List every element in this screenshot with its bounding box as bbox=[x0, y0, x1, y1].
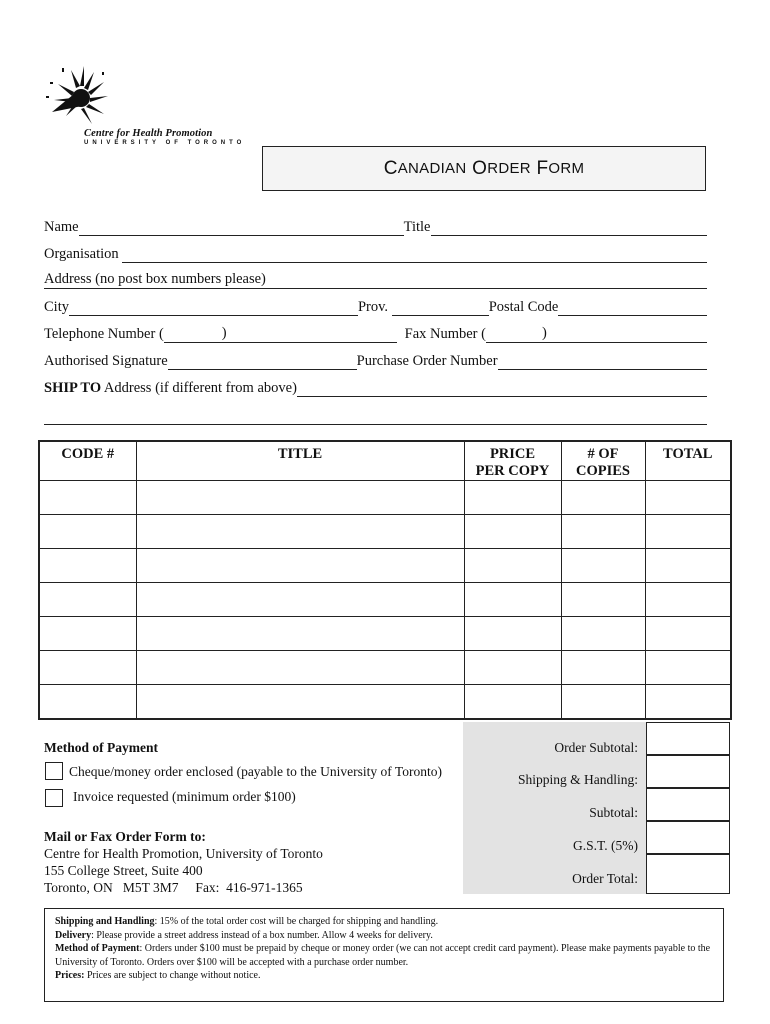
table-row bbox=[39, 549, 731, 583]
payment-method-title: Method of Payment bbox=[44, 740, 158, 755]
ship-to-row bbox=[44, 379, 707, 397]
address-field[interactable] bbox=[266, 274, 707, 289]
fax-field[interactable] bbox=[547, 328, 707, 343]
ship-to-rest: Address (if different from above) bbox=[101, 380, 297, 396]
po-field[interactable] bbox=[498, 355, 707, 370]
terms-notes bbox=[44, 908, 724, 1002]
signature-row bbox=[44, 352, 707, 370]
title-part: F bbox=[536, 157, 549, 179]
cell-code[interactable] bbox=[39, 651, 136, 685]
order-subtotal-label: Order Subtotal: bbox=[554, 740, 638, 755]
title-part: RDER bbox=[487, 160, 531, 177]
cell-copies[interactable] bbox=[561, 481, 645, 515]
cell-total[interactable] bbox=[645, 515, 731, 549]
fax-close: ) bbox=[541, 325, 547, 341]
cell-total[interactable] bbox=[645, 549, 731, 583]
subtotal-label: Subtotal: bbox=[589, 805, 638, 820]
cell-copies[interactable] bbox=[561, 651, 645, 685]
cheque-label: Cheque/money order enclosed (payable to the University of Toronto) bbox=[69, 764, 442, 779]
header-text: TOTAL bbox=[663, 446, 713, 462]
invoice-checkbox[interactable] bbox=[45, 789, 63, 807]
cell-title[interactable] bbox=[136, 515, 464, 549]
title-part: O bbox=[472, 157, 488, 179]
name-title-row bbox=[44, 218, 707, 236]
header-text: PRICE bbox=[489, 446, 536, 462]
cell-price[interactable] bbox=[464, 515, 561, 549]
order-total-field[interactable] bbox=[646, 854, 730, 894]
logo bbox=[44, 62, 244, 152]
cell-total[interactable] bbox=[645, 481, 731, 515]
mail-title: Mail or Fax Order Form to: bbox=[44, 829, 206, 844]
signature-label: Authorised Signature bbox=[44, 353, 168, 369]
telephone-area-field[interactable] bbox=[164, 328, 222, 343]
note-text: : Orders under $100 must be prepaid by cheque or money order (we can not accept credit card payment). Please make payments payable to the University of Toronto. Orders over $100 will be accepted with a purchase order number. bbox=[55, 943, 711, 968]
note-label: Delivery bbox=[55, 929, 92, 941]
header-text: # OF bbox=[587, 446, 619, 462]
cell-code[interactable] bbox=[39, 685, 136, 720]
telephone-close: ) bbox=[221, 325, 227, 341]
cell-copies[interactable] bbox=[561, 685, 645, 720]
cell-total[interactable] bbox=[645, 685, 731, 720]
mail-line-2: 155 College Street, Suite 400 bbox=[44, 863, 203, 878]
form-title bbox=[262, 146, 706, 191]
cell-total[interactable] bbox=[645, 583, 731, 617]
table-row bbox=[39, 651, 731, 685]
cell-price[interactable] bbox=[464, 583, 561, 617]
name-label: Name bbox=[44, 219, 79, 235]
organisation-label: Organisation bbox=[44, 246, 119, 262]
note-shipping bbox=[55, 915, 713, 929]
header-code bbox=[39, 441, 136, 481]
order-subtotal-field[interactable] bbox=[646, 722, 730, 755]
prov-label: Prov. bbox=[357, 299, 389, 315]
cell-code[interactable] bbox=[39, 515, 136, 549]
cell-title[interactable] bbox=[136, 651, 464, 685]
cell-total[interactable] bbox=[645, 617, 731, 651]
logo-line-1: Centre for Health Promotion bbox=[84, 128, 213, 139]
header-price bbox=[464, 441, 561, 481]
ship-to-field-2[interactable] bbox=[44, 410, 707, 425]
order-items-table bbox=[38, 440, 732, 720]
ship-to-bold: SHIP TO bbox=[44, 380, 102, 396]
postal-label: Postal Code bbox=[488, 299, 559, 315]
cell-copies[interactable] bbox=[561, 515, 645, 549]
title-part: ANADIAN bbox=[397, 160, 467, 177]
table-row bbox=[39, 481, 731, 515]
title-field[interactable] bbox=[431, 221, 708, 236]
ship-to-label bbox=[44, 380, 297, 397]
order-total-label: Order Total: bbox=[572, 871, 638, 886]
note-text: : 15% of the total order cost will be charged for shipping and handling. bbox=[154, 916, 439, 927]
note-label: Method of Payment bbox=[55, 943, 140, 954]
table-row bbox=[39, 583, 731, 617]
fax-label: Fax Number ( bbox=[404, 326, 486, 342]
header-copies bbox=[561, 441, 645, 481]
shipping-label: Shipping & Handling: bbox=[517, 772, 638, 787]
cell-title[interactable] bbox=[136, 549, 464, 583]
cell-title[interactable] bbox=[136, 685, 464, 720]
logo-line-2: UNIVERSITY OF TORONTO bbox=[84, 140, 246, 146]
gst-field[interactable] bbox=[646, 821, 730, 854]
telephone-field[interactable] bbox=[227, 328, 397, 343]
table-row bbox=[39, 685, 731, 720]
cheque-checkbox[interactable] bbox=[45, 762, 63, 780]
header-text: TITLE bbox=[277, 446, 323, 462]
title-part: C bbox=[383, 157, 398, 179]
city-field[interactable] bbox=[69, 301, 358, 316]
city-row bbox=[44, 298, 707, 316]
organisation-field[interactable] bbox=[122, 248, 707, 263]
cell-price[interactable] bbox=[464, 651, 561, 685]
cell-total[interactable] bbox=[645, 651, 731, 685]
cell-code[interactable] bbox=[39, 481, 136, 515]
cell-price[interactable] bbox=[464, 617, 561, 651]
address-label: Address (no post box numbers please) bbox=[44, 271, 266, 287]
telephone-label: Telephone Number ( bbox=[44, 326, 164, 342]
note-method bbox=[55, 942, 713, 969]
table-row bbox=[39, 515, 731, 549]
name-field[interactable] bbox=[79, 221, 404, 236]
cell-copies[interactable] bbox=[561, 549, 645, 583]
note-delivery bbox=[55, 929, 713, 943]
table-row bbox=[39, 617, 731, 651]
sunburst-logo-icon bbox=[44, 62, 124, 132]
note-text: Prices are subject to change without notice. bbox=[84, 970, 261, 981]
cell-price[interactable] bbox=[464, 549, 561, 583]
note-text: : Please provide a street address instead of a box number. Allow 4 weeks for delivery. bbox=[91, 929, 433, 941]
cell-code[interactable] bbox=[39, 583, 136, 617]
prov-field[interactable] bbox=[392, 301, 489, 316]
mail-address bbox=[44, 828, 323, 896]
subtotal-field[interactable] bbox=[646, 788, 730, 821]
city-label: City bbox=[44, 299, 69, 315]
note-label: Prices: bbox=[55, 970, 85, 981]
cell-copies[interactable] bbox=[561, 583, 645, 617]
shipping-field[interactable] bbox=[646, 755, 730, 788]
address-row bbox=[44, 271, 707, 289]
po-label: Purchase Order Number bbox=[356, 353, 498, 369]
phone-row bbox=[44, 325, 707, 343]
cell-code[interactable] bbox=[39, 617, 136, 651]
cell-title[interactable] bbox=[136, 617, 464, 651]
fax-area-field[interactable] bbox=[486, 328, 542, 343]
title-label: Title bbox=[403, 219, 431, 235]
signature-field[interactable] bbox=[168, 355, 357, 370]
header-title bbox=[136, 441, 464, 481]
cell-code[interactable] bbox=[39, 549, 136, 583]
gst-label: G.S.T. (5%) bbox=[573, 838, 638, 853]
table-header-row bbox=[39, 441, 731, 481]
mail-line-1: Centre for Health Promotion, University of Toronto bbox=[44, 846, 323, 861]
header-text: PER COPY bbox=[475, 463, 550, 479]
note-label: Shipping and Handling bbox=[55, 916, 155, 927]
header-text: COPIES bbox=[576, 463, 630, 479]
cell-price[interactable] bbox=[464, 481, 561, 515]
header-text: CODE # bbox=[61, 446, 115, 462]
note-prices bbox=[55, 969, 713, 983]
postal-field[interactable] bbox=[558, 301, 707, 316]
cell-title[interactable] bbox=[136, 481, 464, 515]
header-total bbox=[645, 441, 731, 481]
organisation-row bbox=[44, 245, 707, 263]
title-part: ORM bbox=[548, 160, 585, 177]
cell-price[interactable] bbox=[464, 685, 561, 720]
invoice-label: Invoice requested (minimum order $100) bbox=[73, 789, 296, 804]
ship-to-field[interactable] bbox=[297, 382, 707, 397]
cell-copies[interactable] bbox=[561, 617, 645, 651]
cell-title[interactable] bbox=[136, 583, 464, 617]
mail-line-3: Toronto, ON M5T 3M7 Fax: 416-971-1365 bbox=[44, 880, 303, 895]
